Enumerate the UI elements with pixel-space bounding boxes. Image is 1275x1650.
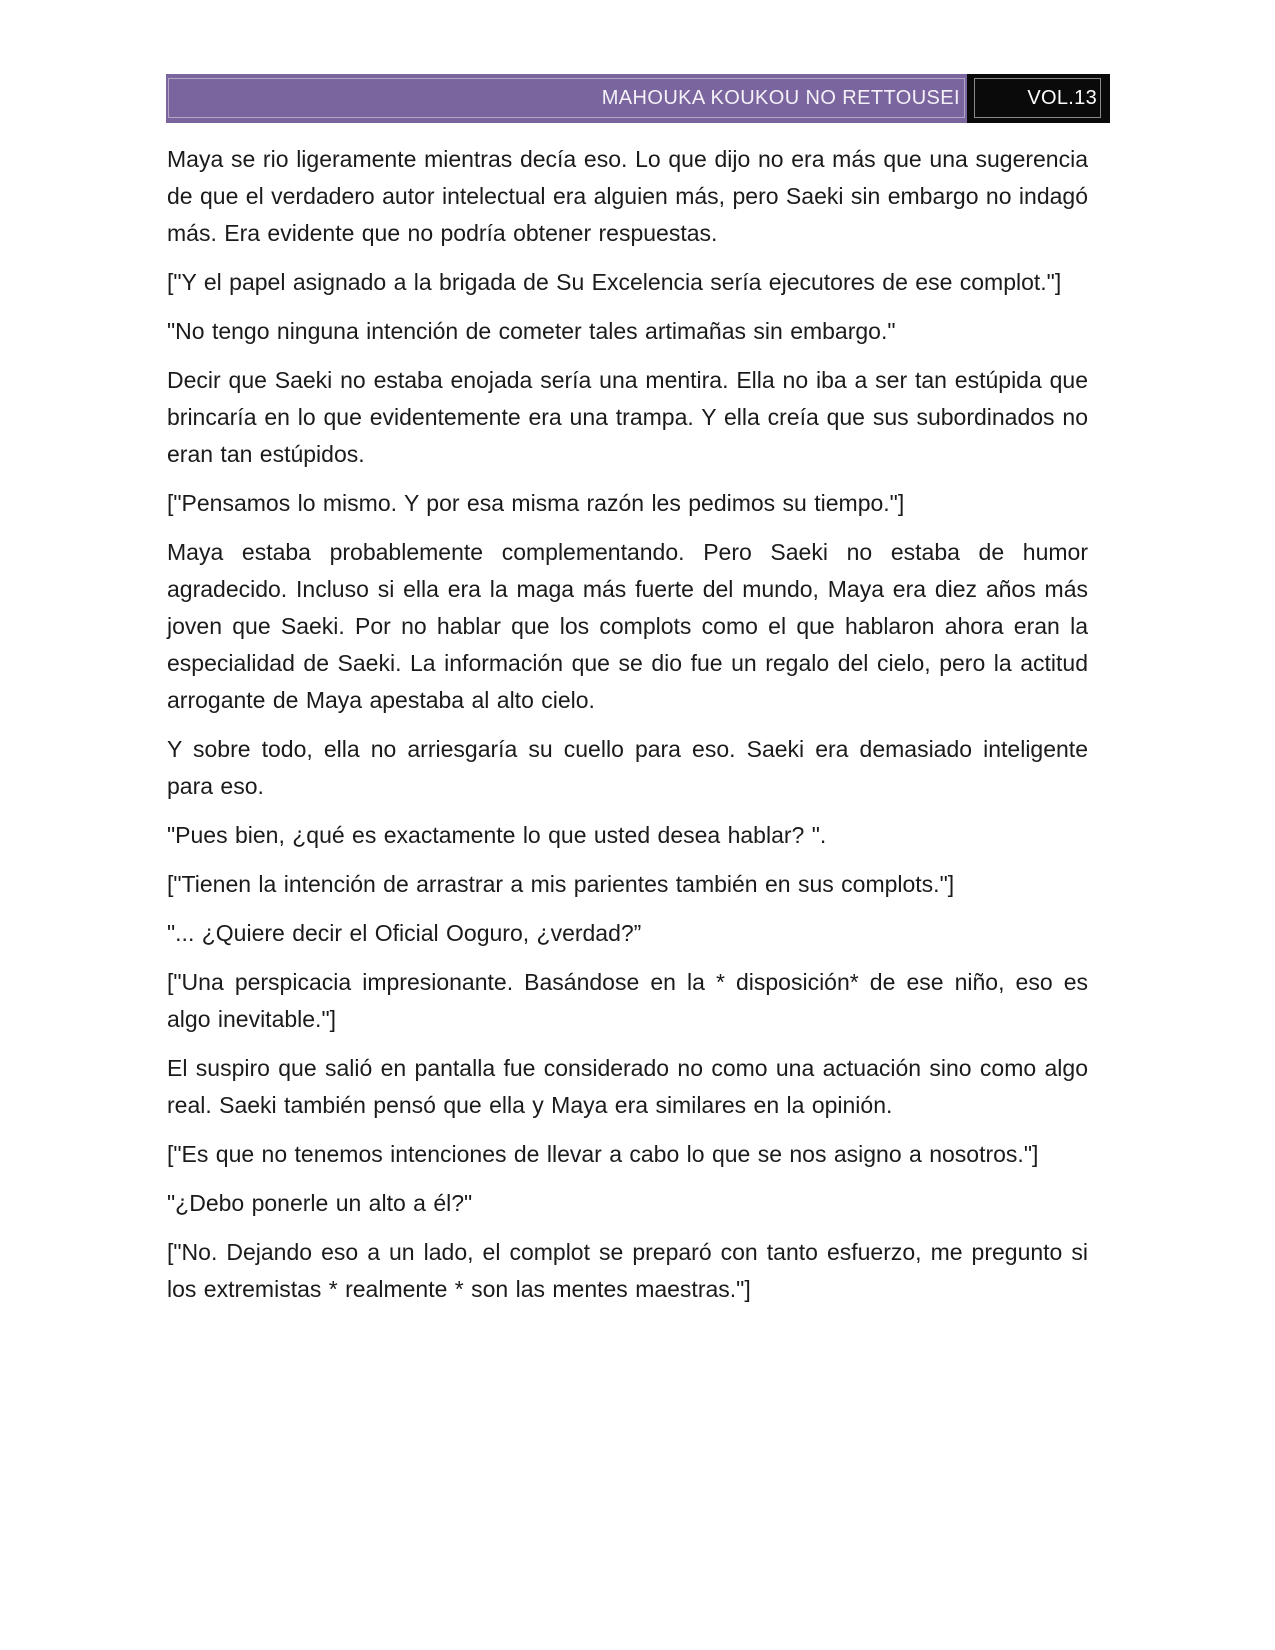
volume-badge xyxy=(967,74,1110,123)
paragraph: ["Es que no tenemos intenciones de llevar a cabo lo que se nos asigno a nosotros."] xyxy=(167,1141,1039,1167)
paragraph: Decir que Saeki no estaba enojada sería una mentira. Ella no iba a ser tan estúpida que brincaría en lo que evidentemente era una trampa. Y ella creía que sus subordinados no eran tan estúpidos. xyxy=(167,367,1088,467)
paragraph: ["Una perspicacia impresionante. Basándose en la * disposición* de ese niño, eso es algo inevitable."] xyxy=(167,969,1088,1032)
paragraph: El suspiro que salió en pantalla fue considerado no como una actuación sino como algo real. Saeki también pensó que ella y Maya era similares en la opinión. xyxy=(167,1055,1088,1118)
paragraph: "Pues bien, ¿qué es exactamente lo que usted desea hablar? ". xyxy=(167,822,827,848)
series-title: MAHOUKA KOUKOU NO RETTOUSEI xyxy=(601,87,960,109)
paragraph: ["Pensamos lo mismo. Y por esa misma razón les pedimos su tiempo."] xyxy=(167,490,905,516)
paragraph: ["No. Dejando eso a un lado, el complot se preparó con tanto esfuerzo, me pregunto si los extremistas * realmente * son las mentes maestras."] xyxy=(167,1239,1088,1302)
paragraph: "No tengo ninguna intención de cometer tales artimañas sin embargo." xyxy=(167,318,896,344)
volume-header-bar xyxy=(166,74,1110,123)
paragraph: ["Tienen la intención de arrastrar a mis parientes también en sus complots."] xyxy=(167,871,955,897)
paragraph: "... ¿Quiere decir el Oficial Ooguro, ¿verdad?” xyxy=(167,920,642,946)
paragraph: Maya estaba probablemente complementando. Pero Saeki no estaba de humor agradecido. Incluso si ella era la maga más fuerte del mundo, Maya era diez años más joven que Saeki. Por no hablar que los complots como el que hablaron ahora eran la especialidad de Saeki. La información que se dio fue un regalo del cielo, pero la actitud arrogante de Maya apestaba al alto cielo. xyxy=(167,539,1088,713)
paragraph: Y sobre todo, ella no arriesgaría su cuello para eso. Saeki era demasiado inteligente para eso. xyxy=(167,736,1088,799)
series-title-cell xyxy=(166,74,967,123)
page-body-text xyxy=(167,141,1088,1320)
paragraph: "¿Debo ponerle un alto a él?" xyxy=(167,1190,473,1216)
paragraph: Maya se rio ligeramente mientras decía eso. Lo que dijo no era más que una sugerencia de que el verdadero autor intelectual era alguien más, pero Saeki sin embargo no indagó más. Era evidente que no podría obtener respuestas. xyxy=(167,146,1088,246)
paragraph: ["Y el papel asignado a la brigada de Su Excelencia sería ejecutores de ese complot."] xyxy=(167,269,1062,295)
volume-label: VOL.13 xyxy=(1027,87,1097,109)
